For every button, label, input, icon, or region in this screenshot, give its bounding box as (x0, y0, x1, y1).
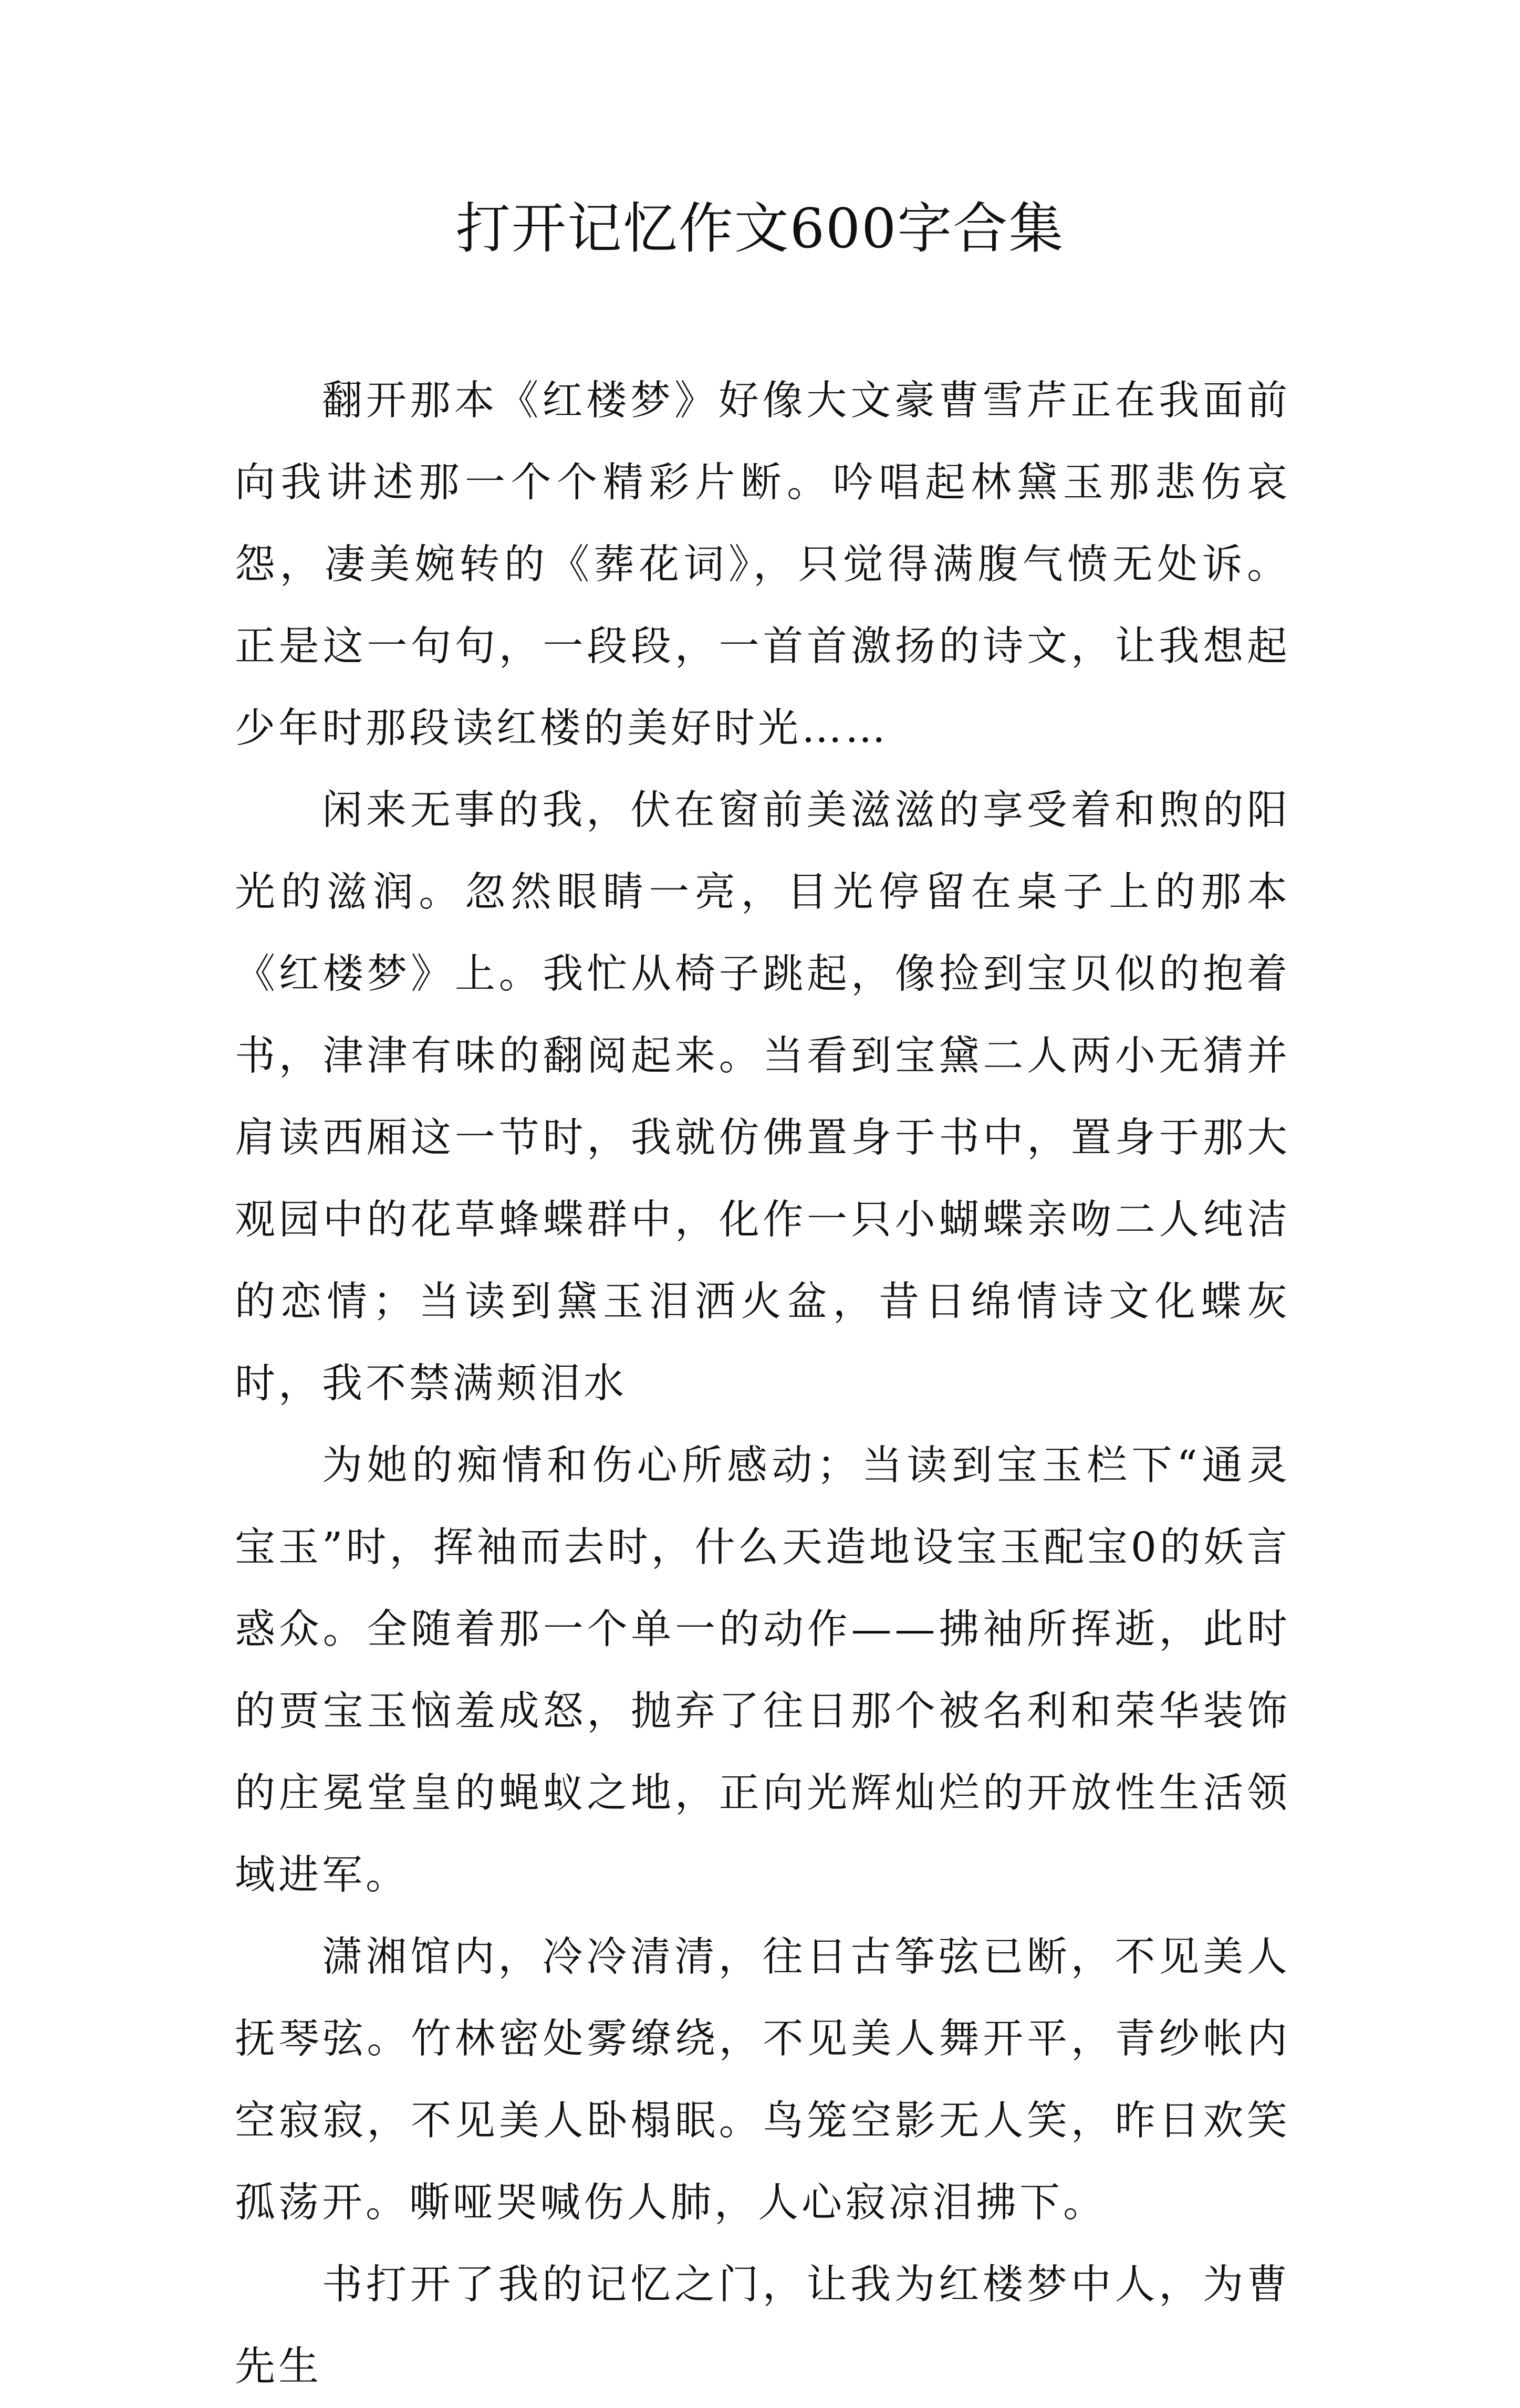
paragraph-5: 书打开了我的记忆之门，让我为红楼梦中人，为曹先生 (235, 2262, 1290, 2390)
paragraph-2: 闲来无事的我，伏在窗前美滋滋的享受着和煦的阳光的滋润。忽然眼睛一亮，目光停留在桌子上的那本《红楼梦》上。我忙从椅子跳起，像捡到宝贝似的抱着书，津津有味的翻阅起来。当看到宝黛二人两小无猜并肩读西厢这一节时，我就仿佛置身于书中，置身于那大观园中的花草蜂蝶群中，化作一只小蝴蝶亲吻二人纯洁的恋情；当读到黛玉泪洒火盆，昔日绵情诗文化蝶灰时，我不禁满颊泪水 (235, 787, 1290, 1407)
paragraph-4: 潇湘馆内，冷冷清清，往日古筝弦已断，不见美人抚琴弦。竹林密处雾缭绕，不见美人舞开平，青纱帐内空寂寂，不见美人卧榻眠。鸟笼空影无人笑，昨日欢笑孤荡开。嘶哑哭喊伤人肺，人心寂凉泪拂下。 (235, 1934, 1290, 2226)
paragraph-3: 为她的痴情和伤心所感动；当读到宝玉栏下“通灵宝玉”时，挥袖而去时，什么天造地设宝玉配宝0的妖言惑众。全随着那一个单一的动作——拂袖所挥逝，此时的贾宝玉恼羞成怒，抛弃了往日那个被名利和荣华装饰的庄冕堂皇的蝇蚁之地，正向光辉灿烂的开放性生活领域进军。 (235, 1442, 1290, 1899)
document-title: 打开记忆作文600字合集 (455, 196, 1065, 260)
paragraph-1: 翻开那本《红楼梦》好像大文豪曹雪芹正在我面前向我讲述那一个个精彩片断。吟唱起林黛玉那悲伤哀怨，凄美婉转的《葬花词》，只觉得满腹气愤无处诉。正是这一句句，一段段，一首首激扬的诗文，让我想起少年时那段读红楼的美好时光…… (235, 378, 1290, 752)
document-body (235, 360, 1290, 2408)
